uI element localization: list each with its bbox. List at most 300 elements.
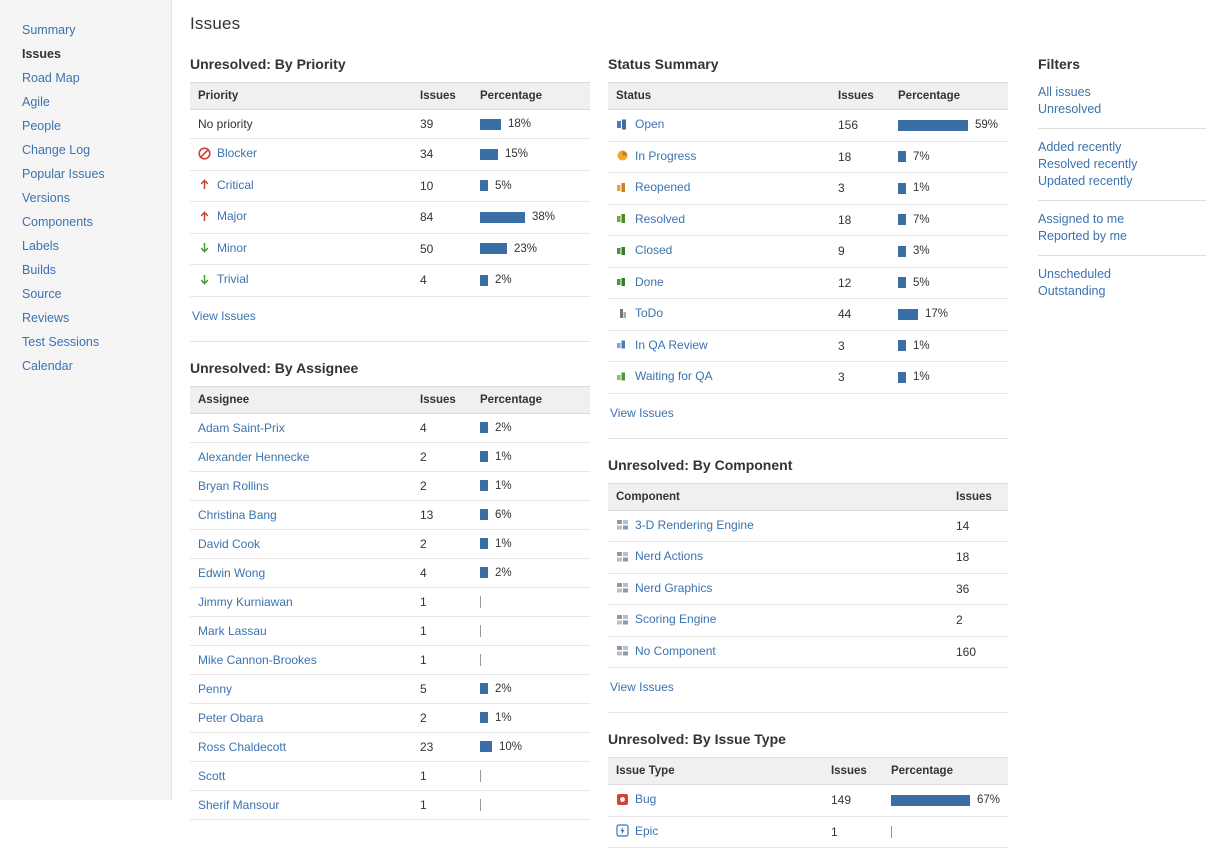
sidebar-item-reviews[interactable]: Reviews — [22, 311, 70, 325]
issue-count-cell: 84 — [412, 202, 472, 234]
arrow-down-icon — [198, 241, 211, 254]
issuetype-name-cell[interactable] — [608, 785, 823, 817]
blocker-icon — [198, 147, 211, 160]
table-row — [190, 233, 590, 265]
label-with-icon — [616, 792, 656, 806]
sidebar-item-components[interactable]: Components — [22, 215, 93, 229]
percentage-bar — [480, 275, 488, 286]
percentage-cell — [472, 645, 590, 674]
percentage-label: 59% — [975, 119, 999, 132]
row-label[interactable]: Blocker — [217, 146, 258, 160]
label-with-icon — [616, 212, 685, 226]
component-icon — [616, 550, 629, 563]
assignee-name-cell[interactable] — [190, 471, 412, 500]
percentage-cell — [472, 202, 590, 234]
label-with-icon — [198, 537, 260, 551]
issue-count-cell: 13 — [412, 500, 472, 529]
percentage-cell — [883, 785, 1008, 817]
percentage-cell — [890, 173, 1008, 205]
table-row — [190, 442, 590, 471]
sidebar-item-agile[interactable]: Agile — [22, 95, 50, 109]
issue-count-cell: 3 — [830, 330, 890, 362]
row-label[interactable]: No Component — [635, 643, 716, 658]
table-row — [608, 236, 1008, 268]
label-with-icon — [616, 369, 713, 383]
percentage-label: 1% — [495, 537, 512, 550]
percentage-cell — [890, 236, 1008, 268]
issue-count-cell: 18 — [830, 204, 890, 236]
assignee-name-cell[interactable] — [190, 674, 412, 703]
filter-link-outstanding[interactable]: Outstanding — [1038, 284, 1106, 298]
percentage-bar — [480, 567, 488, 578]
label-with-icon — [198, 740, 286, 754]
row-label[interactable]: 3-D Rendering Engine — [635, 517, 754, 532]
sidebar-item-popular-issues[interactable]: Popular Issues — [22, 167, 105, 181]
label-with-icon — [616, 644, 716, 658]
table-row — [608, 110, 1008, 142]
label-with-icon — [198, 209, 247, 223]
percentage-label: 1% — [913, 182, 930, 195]
filter-link-added-recently[interactable]: Added recently — [1038, 140, 1122, 154]
percentage-cell — [472, 170, 590, 202]
row-label[interactable]: Christina Bang — [198, 507, 277, 522]
table-row — [190, 790, 590, 819]
row-label[interactable]: Edwin Wong — [198, 565, 266, 580]
table-header-row — [608, 758, 1008, 785]
label-with-icon — [198, 146, 257, 160]
filter-group — [1038, 266, 1206, 310]
issue-count-cell: 34 — [412, 139, 472, 171]
sidebar-item-road-map[interactable]: Road Map — [22, 71, 80, 85]
issue-count-cell: 160 — [948, 636, 1008, 668]
row-label[interactable]: Mark Lassau — [198, 623, 267, 638]
sidebar-item-source[interactable]: Source — [22, 287, 62, 301]
assignee-name-cell[interactable] — [190, 761, 412, 790]
percentage-bar-wrap — [480, 654, 582, 666]
percentage-cell — [472, 674, 590, 703]
row-label[interactable]: Penny — [198, 681, 233, 696]
percentage-bar-wrap — [898, 308, 1000, 320]
percentage-label: 1% — [913, 339, 930, 352]
sidebar-item-calendar[interactable]: Calendar — [22, 359, 73, 373]
component-icon — [616, 581, 629, 594]
percentage-bar — [480, 625, 482, 637]
percentage-bar-wrap — [480, 567, 582, 579]
percentage-bar — [480, 741, 492, 752]
table-row — [608, 330, 1008, 362]
percentage-cell — [472, 616, 590, 645]
label-with-icon — [198, 798, 279, 812]
issue-count-cell: 4 — [412, 558, 472, 587]
status-name-cell[interactable] — [608, 267, 830, 299]
percentage-bar — [480, 538, 488, 549]
percentage-bar-wrap — [898, 182, 1000, 194]
percentage-bar — [891, 826, 893, 838]
row-label[interactable]: Sherif Mansour — [198, 797, 280, 812]
row-label[interactable]: Done — [635, 274, 664, 289]
row-label[interactable]: Minor — [217, 240, 248, 255]
label-with-icon — [616, 306, 663, 320]
table-row — [608, 362, 1008, 394]
section-unresolved-by-issue-type — [608, 731, 1008, 848]
percentage-bar — [898, 151, 906, 162]
row-label[interactable]: Bug — [635, 792, 657, 806]
filter-link-resolved-recently[interactable]: Resolved recently — [1038, 157, 1138, 171]
sidebar-item-versions[interactable]: Versions — [22, 191, 70, 205]
percentage-cell — [472, 703, 590, 732]
header-priority: Priority — [190, 83, 412, 110]
label-with-icon — [198, 450, 309, 464]
percentage-label: 6% — [495, 508, 512, 521]
row-label[interactable]: Peter Obara — [198, 710, 264, 725]
divider-component — [608, 712, 1008, 713]
issue-count-cell: 1 — [823, 816, 883, 848]
label-with-icon — [616, 117, 664, 131]
issue-count-cell: 2 — [948, 605, 1008, 637]
percentage-bar-wrap — [480, 451, 582, 463]
table-row — [190, 616, 590, 645]
percentage-label: 67% — [976, 794, 1000, 807]
percentage-bar — [480, 149, 498, 160]
priority-name-cell[interactable] — [190, 233, 412, 265]
section-title-component: Unresolved: By Component — [608, 456, 793, 473]
percentage-label: 2% — [495, 421, 512, 434]
percentage-bar-wrap — [480, 422, 582, 434]
divider-status — [608, 438, 1008, 439]
percentage-bar — [480, 509, 488, 520]
issue-count-cell: 14 — [948, 510, 1008, 542]
issue-count-cell: 1 — [412, 790, 472, 819]
percentage-bar — [480, 683, 488, 694]
row-label[interactable]: Trivial — [217, 272, 249, 286]
percentage-label: 18% — [508, 118, 532, 130]
arrow-up-icon — [198, 178, 211, 191]
section-status-summary — [608, 56, 1008, 439]
row-label[interactable]: Nerd Actions — [635, 549, 704, 563]
component-table — [608, 483, 1008, 669]
header-percentage: Percentage — [472, 386, 590, 413]
status-done-icon — [616, 275, 629, 288]
status-name-cell[interactable] — [608, 141, 830, 173]
component-name-cell[interactable] — [608, 542, 948, 574]
status-table-body — [608, 110, 1008, 394]
percentage-bar — [480, 243, 507, 254]
assignee-name-cell[interactable] — [190, 703, 412, 732]
row-label[interactable]: Nerd Graphics — [635, 580, 713, 595]
percentage-label: 38% — [532, 211, 556, 224]
section-title-priority: Unresolved: By Priority — [190, 56, 346, 72]
row-label[interactable]: Major — [217, 209, 248, 223]
view-issues-component[interactable]: View Issues — [610, 680, 674, 694]
status-name-cell[interactable] — [608, 110, 830, 142]
priority-table — [190, 82, 590, 297]
issue-count-cell: 5 — [412, 674, 472, 703]
percentage-label: 2% — [495, 566, 512, 579]
filter-link-assigned-to-me[interactable]: Assigned to me — [1038, 212, 1125, 226]
table-row — [608, 605, 1008, 637]
row-label[interactable]: Reopened — [635, 180, 691, 194]
percentage-bar-wrap — [480, 683, 582, 695]
percentage-bar — [898, 277, 906, 288]
issue-count-cell: 12 — [830, 267, 890, 299]
section-unresolved-by-assignee — [190, 360, 590, 820]
table-row — [190, 139, 590, 171]
row-label[interactable]: Waiting for QA — [635, 369, 713, 383]
assignee-name-cell[interactable] — [190, 500, 412, 529]
issue-count-cell: 4 — [412, 413, 472, 442]
percentage-bar-wrap — [480, 243, 582, 255]
issue-count-cell: 156 — [830, 110, 890, 142]
percentage-bar-wrap — [891, 826, 1000, 838]
label-with-icon — [198, 241, 247, 255]
view-issues-status[interactable]: View Issues — [610, 405, 674, 420]
issuetype-table — [608, 757, 1008, 848]
label-with-icon — [616, 338, 708, 352]
percentage-cell — [472, 110, 590, 139]
status-name-cell[interactable] — [608, 236, 830, 268]
status-in-qa-review-icon — [616, 338, 629, 351]
row-label[interactable]: Alexander Hennecke — [198, 449, 310, 464]
component-name-cell[interactable] — [608, 636, 948, 668]
issue-count-cell: 18 — [830, 141, 890, 173]
assignee-name-cell[interactable] — [190, 413, 412, 442]
filter-link-reported-by-me[interactable]: Reported by me — [1038, 229, 1127, 243]
percentage-bar-wrap — [480, 770, 582, 782]
assignee-table — [190, 386, 590, 820]
table-row — [190, 413, 590, 442]
header-issuetype: Issue Type — [608, 758, 823, 785]
label-with-icon — [616, 180, 690, 194]
table-row — [608, 204, 1008, 236]
sidebar — [0, 0, 172, 800]
label-with-icon — [198, 178, 254, 192]
table-row — [608, 173, 1008, 205]
row-label[interactable]: Scott — [198, 768, 226, 783]
component-name-cell[interactable] — [608, 573, 948, 605]
percentage-label: 2% — [495, 682, 512, 695]
row-label[interactable]: Jimmy Kurniawan — [198, 594, 293, 609]
table-row — [608, 785, 1008, 817]
assignee-name-cell[interactable] — [190, 790, 412, 819]
component-icon — [616, 644, 629, 657]
table-row — [190, 732, 590, 761]
assignee-name-cell[interactable] — [190, 558, 412, 587]
percentage-bar-wrap — [480, 148, 582, 160]
header-status: Status — [608, 83, 830, 110]
percentage-label: 5% — [913, 276, 930, 289]
table-row — [608, 267, 1008, 299]
percentage-bar-wrap — [898, 214, 1000, 226]
header-issues: Issues — [830, 83, 890, 110]
header-issues: Issues — [948, 483, 1008, 510]
row-label[interactable]: Mike Cannon-Brookes — [198, 652, 317, 667]
percentage-cell — [472, 761, 590, 790]
row-label[interactable]: David Cook — [198, 536, 261, 551]
component-icon — [616, 518, 629, 531]
label-with-icon — [198, 272, 249, 286]
percentage-bar — [480, 799, 482, 811]
header-component: Component — [608, 483, 948, 510]
percentage-label: 1% — [495, 479, 512, 492]
percentage-label: 5% — [495, 179, 512, 192]
percentage-cell — [472, 233, 590, 265]
sidebar-item-issues[interactable]: Issues — [22, 47, 61, 61]
page-title: Issues — [190, 14, 241, 33]
row-label[interactable]: In Progress — [635, 148, 697, 163]
priority-name-cell[interactable] — [190, 202, 412, 234]
percentage-bar-wrap — [480, 799, 582, 811]
assignee-name-cell[interactable] — [190, 529, 412, 558]
row-label[interactable]: Bryan Rollins — [198, 478, 269, 493]
percentage-bar — [480, 212, 525, 223]
percentage-cell — [472, 529, 590, 558]
priority-name-cell[interactable] — [190, 170, 412, 202]
column-filters — [1026, 56, 1206, 310]
row-label[interactable]: Scoring Engine — [635, 612, 717, 626]
row-label[interactable]: In QA Review — [635, 337, 708, 352]
percentage-bar — [480, 451, 488, 462]
row-label[interactable]: Open — [635, 117, 665, 131]
status-closed-icon — [616, 244, 629, 257]
column-middle — [608, 56, 1008, 848]
status-waiting-for-qa-icon — [616, 370, 629, 383]
percentage-bar-wrap — [480, 538, 582, 550]
table-row — [190, 703, 590, 732]
view-issues-priority[interactable]: View Issues — [192, 308, 256, 323]
table-row — [608, 510, 1008, 542]
column-left — [190, 56, 590, 820]
row-label[interactable]: Closed — [635, 243, 673, 257]
percentage-bar-wrap — [480, 211, 582, 223]
assignee-name-cell[interactable] — [190, 442, 412, 471]
issue-count-cell: 2 — [412, 529, 472, 558]
assignee-name-cell[interactable] — [190, 732, 412, 761]
priority-name-cell — [190, 110, 412, 139]
priority-name-cell[interactable] — [190, 265, 412, 297]
table-row — [608, 542, 1008, 574]
sidebar-item-people[interactable]: People — [22, 119, 61, 133]
percentage-cell — [883, 816, 1008, 848]
label-with-icon — [616, 243, 672, 257]
table-row — [190, 471, 590, 500]
table-row — [608, 299, 1008, 331]
issue-count-cell: 36 — [948, 573, 1008, 605]
row-label[interactable]: Resolved — [635, 211, 686, 226]
percentage-bar-wrap — [898, 151, 1000, 163]
issue-count-cell: 1 — [412, 587, 472, 616]
table-row — [190, 761, 590, 790]
filter-link-updated-recently[interactable]: Updated recently — [1038, 174, 1133, 188]
table-row — [190, 202, 590, 234]
percentage-bar — [898, 214, 906, 225]
percentage-cell — [472, 471, 590, 500]
status-reopened-icon — [616, 181, 629, 194]
percentage-bar-wrap — [898, 277, 1000, 289]
percentage-label: 7% — [913, 150, 930, 163]
percentage-label: 1% — [913, 371, 930, 384]
issue-count-cell: 149 — [823, 785, 883, 817]
issue-count-cell: 18 — [948, 542, 1008, 574]
issue-count-cell: 1 — [412, 645, 472, 674]
row-label[interactable]: ToDo — [635, 306, 664, 320]
percentage-bar-wrap — [480, 741, 582, 753]
bug-icon — [616, 793, 629, 806]
sidebar-item-labels[interactable]: Labels — [22, 239, 59, 253]
percentage-label: 10% — [499, 740, 523, 753]
status-open-icon — [616, 118, 629, 131]
row-label[interactable]: Epic — [635, 823, 659, 838]
section-title-issuetype: Unresolved: By Issue Type — [608, 731, 786, 747]
label-with-icon — [198, 479, 269, 493]
filter-link-unscheduled[interactable]: Unscheduled — [1038, 267, 1111, 281]
label-with-icon — [616, 612, 716, 626]
sidebar-item-summary[interactable]: Summary — [22, 23, 76, 37]
divider-priority — [190, 341, 590, 342]
percentage-label: 3% — [913, 245, 930, 258]
status-name-cell[interactable] — [608, 204, 830, 236]
percentage-label: 17% — [925, 308, 949, 321]
table-header-row — [190, 386, 590, 413]
filter-link-unresolved[interactable]: Unresolved — [1038, 102, 1102, 116]
issue-count-cell: 1 — [412, 616, 472, 645]
row-label[interactable]: Ross Chaldecott — [198, 739, 287, 754]
filter-link-all-issues[interactable]: All issues — [1038, 85, 1091, 99]
issuetype-name-cell[interactable] — [608, 816, 823, 848]
header-percentage: Percentage — [472, 83, 590, 110]
assignee-name-cell[interactable] — [190, 645, 412, 674]
row-label[interactable]: Adam Saint-Prix — [198, 420, 285, 435]
section-unresolved-by-component — [608, 457, 1008, 714]
sidebar-item-change-log[interactable]: Change Log — [22, 143, 91, 157]
filter-group — [1038, 139, 1206, 201]
percentage-cell — [890, 299, 1008, 331]
assignee-name-cell[interactable] — [190, 587, 412, 616]
assignee-name-cell[interactable] — [190, 616, 412, 645]
status-name-cell[interactable] — [608, 299, 830, 331]
percentage-cell — [890, 362, 1008, 394]
main-content — [172, 0, 1206, 839]
percentage-bar — [898, 372, 906, 383]
component-icon — [616, 613, 629, 626]
status-table — [608, 82, 1008, 394]
assignee-table-body — [190, 413, 590, 819]
status-name-cell[interactable] — [608, 330, 830, 362]
percentage-cell — [472, 442, 590, 471]
status-name-cell[interactable] — [608, 173, 830, 205]
section-title-assignee: Unresolved: By Assignee — [190, 359, 359, 376]
table-row — [190, 110, 590, 139]
sidebar-item-builds[interactable]: Builds — [22, 263, 57, 277]
row-label[interactable]: Critical — [217, 177, 254, 192]
percentage-bar — [480, 712, 488, 723]
priority-name-cell[interactable] — [190, 139, 412, 171]
issue-count-cell: 2 — [412, 442, 472, 471]
sidebar-item-test-sessions[interactable]: Test Sessions — [22, 335, 100, 349]
table-header-row — [608, 83, 1008, 110]
section-title-status: Status Summary — [608, 56, 719, 72]
issue-count-cell: 44 — [830, 299, 890, 331]
component-name-cell[interactable] — [608, 510, 948, 542]
table-row — [190, 529, 590, 558]
component-name-cell[interactable] — [608, 605, 948, 637]
percentage-cell — [472, 139, 590, 171]
header-percentage: Percentage — [883, 758, 1008, 785]
status-name-cell[interactable] — [608, 362, 830, 394]
filter-group — [1038, 84, 1206, 129]
percentage-label: 1% — [495, 711, 512, 724]
epic-icon — [616, 824, 629, 837]
table-row — [190, 558, 590, 587]
